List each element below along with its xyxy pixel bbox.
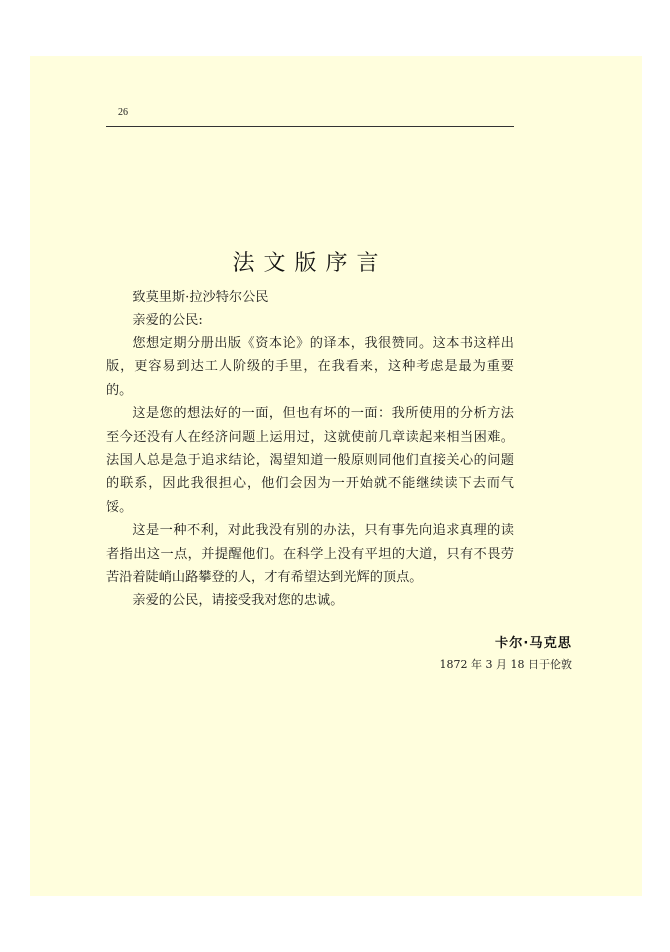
- date-line: 1872 年 3 月 18 日于伦敦: [439, 658, 572, 671]
- paragraph: 这是您的想法好的一面，但也有坏的一面：我所使用的分析方法至今还没有人在经济问题上运用过，这就使前几章读起来相当困难。法国人总是急于追求结论，渴望知道一般原则同他们直接关心的问题的联系，因此我很担心，他们会因为一开始就不能继续读下去而气馁。: [106, 406, 514, 515]
- paragraph: 亲爱的公民，请接受我对您的忠诚。: [132, 593, 344, 609]
- paragraph: 您想定期分册出版《资本论》的译本，我很赞同。这本书这样出版，更容易到达工人阶级的手里，在我看来，这种考虑是最为重要的。: [106, 336, 514, 398]
- page-number: 26: [118, 107, 128, 118]
- signature: 卡尔·马克思: [495, 636, 572, 651]
- header-rule: [106, 126, 514, 127]
- letter-body: [106, 332, 514, 613]
- paragraph: 这是一种不利，对此我没有别的办法，只有事先向追求真理的读者指出这一点，并提醒他们。在科学上没有平坦的大道，只有不畏劳苦沿着陡峭山路攀登的人，才有希望达到光辉的顶点。: [106, 523, 514, 586]
- salutation-block: [106, 286, 514, 333]
- recipient-line: 致莫里斯·拉沙特尔公民: [132, 290, 269, 305]
- greeting-line: 亲爱的公民:: [132, 313, 203, 329]
- page-title: 法文版序言: [232, 251, 388, 276]
